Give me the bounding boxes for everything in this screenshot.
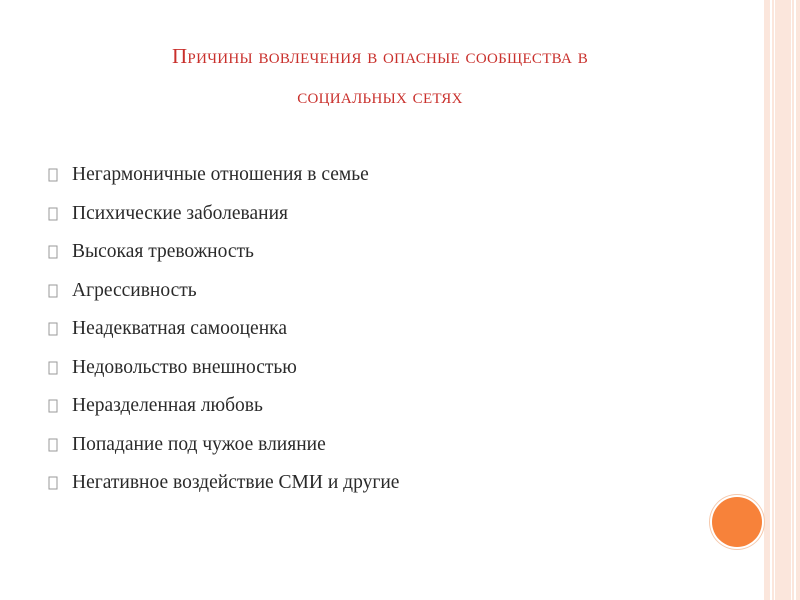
bullet-item bbox=[48, 464, 399, 503]
bullet-item bbox=[48, 195, 399, 234]
bullet-text: Высокая тревожность bbox=[72, 241, 254, 263]
bullet-item bbox=[48, 233, 399, 272]
hollow-square-bullet-icon bbox=[48, 361, 58, 375]
band-stripe bbox=[794, 0, 796, 600]
slide-title-line-2: социальных сетях bbox=[297, 84, 463, 108]
band-stripe bbox=[774, 0, 775, 600]
hollow-square-bullet-icon bbox=[48, 207, 58, 221]
bullet-text: Неразделенная любовь bbox=[72, 395, 263, 417]
hollow-square-bullet-icon bbox=[48, 476, 58, 490]
hollow-square-bullet-icon bbox=[48, 322, 58, 336]
bullet-text: Попадание под чужое влияние bbox=[72, 433, 326, 455]
bullet-item bbox=[48, 156, 399, 195]
hollow-square-bullet-icon bbox=[48, 284, 58, 298]
hollow-square-bullet-icon bbox=[48, 245, 58, 259]
hollow-square-bullet-icon bbox=[48, 438, 58, 452]
bullet-text: Негативное воздействие СМИ и другие bbox=[72, 472, 400, 494]
bullet-list bbox=[48, 156, 399, 503]
slide-title bbox=[40, 36, 720, 116]
decorative-side-band bbox=[764, 0, 800, 600]
band-stripe bbox=[791, 0, 792, 600]
slide-title-line-1: Причины вовлечения в опасные сообщества в bbox=[171, 44, 589, 68]
bullet-item bbox=[48, 272, 399, 311]
bullet-text: Недовольство внешностью bbox=[72, 356, 297, 378]
band-stripe bbox=[770, 0, 772, 600]
hollow-square-bullet-icon bbox=[48, 168, 58, 182]
bullet-item bbox=[48, 387, 399, 426]
bullet-text: Негармоничные отношения в семье bbox=[72, 164, 369, 186]
hollow-square-bullet-icon bbox=[48, 399, 58, 413]
decorative-circle bbox=[712, 497, 762, 547]
bullet-text: Неадекватная самооценка bbox=[72, 318, 287, 340]
bullet-text: Психические заболевания bbox=[72, 202, 289, 224]
bullet-item bbox=[48, 426, 399, 465]
bullet-item bbox=[48, 310, 399, 349]
bullet-item bbox=[48, 349, 399, 388]
bullet-text: Агрессивность bbox=[72, 279, 197, 301]
